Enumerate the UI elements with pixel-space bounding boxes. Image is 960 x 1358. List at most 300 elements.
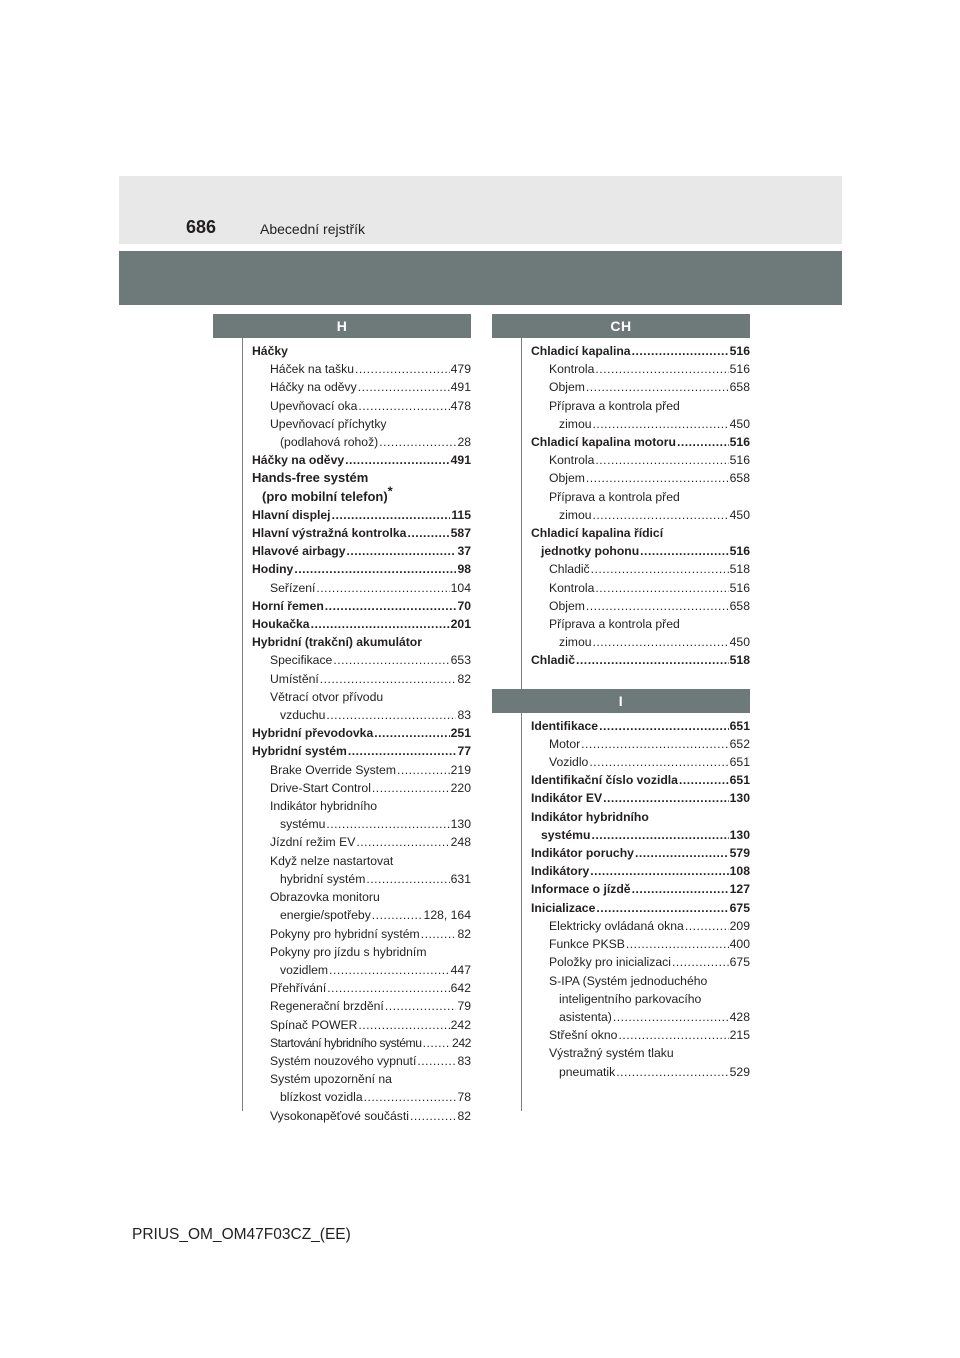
dot-leader	[618, 1026, 728, 1044]
index-entry	[531, 378, 750, 396]
dot-leader	[385, 997, 457, 1015]
dot-leader	[294, 560, 456, 578]
footnote-asterisk: *	[387, 483, 393, 499]
entry-term: blízkost vozidla	[280, 1090, 363, 1105]
index-entry	[252, 1052, 471, 1070]
entry-term: Příprava a kontrola před	[549, 398, 680, 413]
entry-page-number: 579	[729, 846, 750, 861]
dot-leader	[311, 615, 450, 633]
entry-term: Brake Override System	[270, 762, 396, 777]
dot-leader	[679, 771, 729, 789]
index-entry	[531, 633, 750, 651]
entry-page-number: 658	[729, 471, 750, 486]
index-entry	[252, 925, 471, 943]
entry-term: Systém upozornění na	[270, 1072, 392, 1087]
index-entry	[531, 862, 750, 880]
index-entry	[531, 990, 750, 1008]
index-entry	[252, 615, 471, 633]
index-entry	[252, 378, 471, 396]
dot-leader	[346, 542, 456, 560]
dot-leader	[595, 451, 728, 469]
entry-term: Objem	[549, 598, 585, 613]
index-entry	[531, 579, 750, 597]
index-entry	[531, 826, 750, 844]
entry-page-number: 450	[729, 635, 750, 650]
entry-page-number: 115	[451, 507, 471, 522]
index-entry	[252, 906, 471, 924]
entry-page-number: 82	[457, 926, 471, 941]
entry-page-number: 516	[729, 344, 750, 358]
index-entry	[252, 997, 471, 1015]
index-entry	[252, 342, 471, 360]
entry-page-number: 220	[450, 780, 471, 795]
entry-page-number: 516	[729, 362, 750, 377]
entry-page-number: 658	[729, 380, 750, 395]
index-entry	[252, 961, 471, 979]
index-entry	[531, 560, 750, 578]
dot-leader	[326, 815, 449, 833]
entry-term: Motor	[549, 736, 581, 751]
page-title: Abecední rejstřík	[260, 221, 366, 237]
entry-term: Háčky na oděvy	[252, 453, 345, 468]
entry-term: systému	[280, 817, 326, 832]
entry-term: energie/spotřeby	[280, 908, 371, 923]
entry-page-number: 642	[450, 981, 471, 996]
dot-leader	[616, 1063, 728, 1081]
entry-page-number: 83	[457, 1053, 471, 1068]
index-entry	[531, 433, 750, 451]
entry-page-number: 478	[450, 398, 471, 413]
entry-page-number: 70	[457, 598, 471, 613]
entry-term: Když nelze nastartovat	[270, 853, 394, 868]
dot-leader	[358, 1016, 449, 1034]
index-entry	[531, 651, 750, 669]
entry-page-number: 83	[457, 708, 471, 723]
index-entry	[531, 953, 750, 971]
dot-leader	[423, 1034, 451, 1052]
entry-page-number: 251	[450, 726, 471, 741]
entry-page-number: 516	[729, 453, 750, 468]
dot-leader	[397, 761, 450, 779]
index-entry	[252, 597, 471, 615]
dot-leader	[677, 433, 729, 451]
index-entry	[252, 1034, 471, 1052]
entry-page-number: 518	[729, 562, 750, 577]
index-entry	[531, 1044, 750, 1062]
entry-page-number: 37	[457, 544, 471, 559]
index-entry	[252, 506, 471, 524]
entry-term: zimou	[559, 635, 592, 650]
entry-term: Indikátor poruchy	[531, 846, 634, 861]
entry-term: Systém nouzového vypnutí	[270, 1053, 417, 1068]
entry-term: Háčky na oděvy	[270, 380, 357, 395]
dot-leader	[635, 844, 729, 862]
dot-leader	[640, 542, 728, 560]
letter-heading-i: I	[492, 689, 750, 713]
index-entry	[531, 1008, 750, 1026]
dot-leader	[626, 935, 729, 953]
entry-term: Vysokonapěťové součásti	[270, 1108, 409, 1123]
entry-page-number: 28	[457, 435, 471, 450]
entry-page-number: 491	[450, 380, 471, 395]
entry-term: Přehřívání	[270, 981, 327, 996]
dot-leader	[366, 870, 449, 888]
dot-leader	[316, 579, 449, 597]
entry-page-number: 428	[729, 1009, 750, 1024]
entry-page-number: 130	[729, 791, 750, 806]
index-entry	[252, 943, 471, 961]
left-column	[213, 314, 471, 1125]
dot-leader	[358, 397, 449, 415]
dot-leader	[417, 1052, 456, 1070]
dot-leader	[329, 961, 450, 979]
entry-term: Regenerační brzdění	[270, 999, 384, 1014]
dot-leader	[407, 524, 449, 542]
index-entry	[252, 451, 471, 469]
index-entry	[531, 935, 750, 953]
entry-page-number: 516	[729, 435, 750, 450]
dot-leader	[603, 789, 729, 807]
entry-term: Indikátor hybridního	[270, 799, 378, 814]
index-entry	[252, 761, 471, 779]
entry-term: Indikátor hybridního	[531, 809, 649, 824]
index-entry	[531, 1063, 750, 1081]
dot-leader	[590, 862, 728, 880]
entry-page-number: 450	[729, 507, 750, 522]
dot-leader	[589, 753, 728, 771]
index-entry	[531, 972, 750, 990]
entry-term: Střešní okno	[549, 1028, 618, 1043]
dot-leader	[372, 779, 450, 797]
entry-page-number: 651	[729, 755, 750, 770]
entry-term: Inicializace	[531, 900, 596, 915]
index-entry	[252, 724, 471, 742]
entry-page-number: 242	[452, 1035, 471, 1050]
dot-leader	[593, 506, 729, 524]
index-entry	[252, 415, 471, 433]
entry-page-number: 516	[729, 580, 750, 595]
header-dark-band	[119, 251, 842, 305]
index-entry	[531, 506, 750, 524]
index-entry	[252, 888, 471, 906]
entry-term: Chladicí kapalina řídicí	[531, 526, 664, 541]
index-entry	[531, 717, 750, 735]
dot-leader	[685, 917, 729, 935]
entry-term: Pokyny pro hybridní systém	[270, 926, 420, 941]
index-entry	[252, 560, 471, 578]
dot-leader	[591, 560, 729, 578]
entry-page-number: 651	[729, 718, 750, 733]
entry-term: Chladič	[531, 653, 576, 668]
index-entries-ch	[492, 342, 750, 670]
entry-term: inteligentního parkovacího	[559, 991, 702, 1006]
entry-term: Hlavové airbagy	[252, 544, 346, 559]
index-entry	[531, 771, 750, 789]
entry-term: Háčky	[252, 344, 288, 358]
entry-page-number: 127	[729, 882, 750, 897]
index-entry	[531, 917, 750, 935]
entry-page-number: 78	[457, 1090, 471, 1105]
entry-page-number: 215	[729, 1028, 750, 1043]
entry-page-number: 130	[729, 827, 750, 842]
entry-page-number: 658	[729, 598, 750, 613]
entry-term: Příprava a kontrola před	[549, 617, 680, 632]
index-entries-h	[213, 342, 471, 1125]
index-entry	[252, 833, 471, 851]
entry-term: zimou	[559, 416, 592, 431]
dot-leader	[595, 579, 728, 597]
index-entry	[531, 524, 750, 542]
index-entry	[252, 706, 471, 724]
entry-term: Spínač POWER	[270, 1017, 358, 1032]
dot-leader	[325, 597, 457, 615]
dot-leader	[581, 735, 729, 753]
entry-term: vozidlem	[280, 962, 329, 977]
dot-leader	[355, 360, 450, 378]
index-entry	[531, 469, 750, 487]
index-entry	[252, 579, 471, 597]
entry-term: asistenta)	[559, 1009, 612, 1024]
entry-term: Chladicí kapalina motoru	[531, 435, 676, 450]
index-entry	[252, 360, 471, 378]
entry-term: Identifikace	[531, 718, 599, 733]
entry-page-number: 631	[450, 871, 471, 886]
entry-term: Pokyny pro jízdu s hybridním	[270, 944, 427, 959]
header-band	[119, 176, 842, 244]
dot-leader	[345, 451, 450, 469]
entry-term: Indikátory	[531, 864, 590, 879]
entry-term: vzduchu	[280, 708, 326, 723]
entry-term: Funkce PKSB	[549, 937, 625, 952]
entry-page-number: 653	[450, 653, 471, 668]
entry-page-number: 82	[457, 1108, 471, 1123]
index-entry	[531, 1026, 750, 1044]
index-entry	[252, 979, 471, 997]
index-entry	[252, 1070, 471, 1088]
entry-term: Hlavní displej	[252, 507, 331, 522]
entry-page-number: 128, 164	[423, 908, 471, 923]
entry-term: Vozidlo	[549, 755, 589, 770]
entry-page-number: 108	[729, 864, 750, 879]
entry-page-number: 450	[729, 416, 750, 431]
dot-leader	[364, 1088, 457, 1106]
dot-leader	[595, 360, 728, 378]
entry-term: pneumatik	[559, 1064, 616, 1079]
dot-leader	[586, 378, 729, 396]
index-entries-i	[492, 717, 750, 1081]
entry-term: (podlahová rohož)	[280, 435, 379, 450]
entry-term: Indikátor EV	[531, 791, 603, 806]
dot-leader	[586, 597, 729, 615]
entry-page-number: 447	[450, 962, 471, 977]
entry-page-number: 77	[457, 744, 471, 759]
index-entry	[252, 1107, 471, 1125]
entry-page-number: 130	[450, 817, 471, 832]
index-entry	[531, 735, 750, 753]
entry-term: Větrací otvor přívodu	[270, 689, 384, 704]
page-number: 686	[186, 217, 217, 237]
index-entry	[252, 779, 471, 797]
entry-term: Drive-Start Control	[270, 780, 371, 795]
right-column	[492, 314, 750, 1081]
entry-term: Identifikační číslo vozidla	[531, 773, 678, 788]
entry-term: jednotky pohonu	[541, 544, 640, 559]
dot-leader	[333, 651, 449, 669]
entry-term: Hlavní výstražná kontrolka	[252, 526, 407, 541]
index-entry	[252, 670, 471, 688]
index-entry	[252, 397, 471, 415]
entry-page-number: 491	[450, 453, 471, 468]
entry-term: Kontrola	[549, 453, 595, 468]
letter-heading-h: H	[213, 314, 471, 338]
entry-term: Obrazovka monitoru	[270, 890, 380, 905]
dot-leader	[576, 651, 729, 669]
entry-term: Kontrola	[549, 580, 595, 595]
index-entry	[252, 633, 471, 651]
dot-leader	[599, 717, 729, 735]
dot-leader	[596, 899, 728, 917]
entry-term: Objem	[549, 471, 585, 486]
index-entry	[531, 808, 750, 826]
index-entry	[252, 542, 471, 560]
dot-leader	[348, 742, 457, 760]
entry-term: zimou	[559, 507, 592, 522]
entry-term: Kontrola	[549, 362, 595, 377]
entry-page-number: 652	[729, 736, 750, 751]
entry-term: Hands-free systém	[252, 470, 369, 486]
dot-leader	[593, 415, 729, 433]
entry-page-number: 479	[450, 362, 471, 377]
dot-leader	[320, 670, 457, 688]
index-entry	[252, 1016, 471, 1034]
dot-leader	[372, 906, 423, 924]
dot-leader	[421, 925, 457, 943]
entry-page-number: 98	[457, 562, 471, 577]
index-entry	[531, 753, 750, 771]
index-entry	[252, 524, 471, 542]
index-entry	[252, 483, 471, 506]
entry-term: Hodiny	[252, 562, 294, 577]
dot-leader	[632, 342, 729, 360]
entry-term: Specifikace	[270, 653, 333, 668]
index-entry	[531, 342, 750, 360]
index-entry	[531, 597, 750, 615]
entry-term: Houkačka	[252, 617, 310, 632]
entry-term: Umístění	[270, 671, 319, 686]
entry-term: Objem	[549, 380, 585, 395]
dot-leader	[591, 826, 728, 844]
dot-leader	[632, 880, 729, 898]
index-entry	[531, 451, 750, 469]
entry-term: Horní řemen	[252, 598, 324, 613]
dot-leader	[586, 469, 729, 487]
dot-leader	[332, 506, 451, 524]
document-code: PRIUS_OM_OM47F03CZ_(EE)	[132, 1226, 351, 1243]
entry-page-number: 201	[450, 617, 471, 632]
dot-leader	[327, 979, 449, 997]
dot-leader	[379, 433, 456, 451]
entry-term: Hybridní převodovka	[252, 726, 374, 741]
dot-leader	[410, 1107, 456, 1125]
entry-term: Upevňovací příchytky	[270, 416, 387, 431]
index-entry	[252, 433, 471, 451]
entry-term: Jízdní režim EV	[270, 835, 356, 850]
index-entry	[252, 742, 471, 760]
entry-term: Háček na tašku	[270, 362, 355, 377]
index-entry	[531, 844, 750, 862]
index-entry	[252, 797, 471, 815]
index-entry	[531, 899, 750, 917]
entry-term: Upevňovací oka	[270, 398, 358, 413]
letter-heading-ch: CH	[492, 314, 750, 338]
dot-leader	[593, 633, 729, 651]
index-entry	[531, 880, 750, 898]
entry-term: Hybridní (trakční) akumulátor	[252, 635, 422, 650]
entry-page-number: 516	[729, 544, 750, 559]
entry-term: Hybridní systém	[252, 744, 347, 759]
entry-term: Položky pro inicializaci	[549, 955, 671, 970]
index-entry	[531, 542, 750, 560]
index-entry	[252, 688, 471, 706]
entry-term: Chladič	[549, 562, 590, 577]
index-entry	[531, 415, 750, 433]
entry-term: Seřízení	[270, 580, 316, 595]
entry-page-number: 675	[729, 955, 750, 970]
entry-term: Příprava a kontrola před	[549, 489, 680, 504]
entry-term: systému	[541, 827, 591, 842]
index-entry	[531, 397, 750, 415]
entry-page-number: 651	[729, 773, 750, 788]
index-entry	[531, 789, 750, 807]
entry-term: (pro mobilní telefon)	[262, 488, 388, 504]
entry-page-number: 248	[450, 835, 471, 850]
entry-term: S-IPA (Systém jednoduchého	[549, 973, 708, 988]
dot-leader	[356, 833, 449, 851]
index-entry	[252, 1088, 471, 1106]
index-entry	[252, 852, 471, 870]
entry-term: Výstražný systém tlaku	[549, 1046, 674, 1061]
entry-page-number: 82	[457, 671, 471, 686]
index-entry	[252, 469, 471, 487]
index-entry	[252, 815, 471, 833]
entry-page-number: 242	[450, 1017, 471, 1032]
entry-page-number: 209	[729, 918, 750, 933]
index-entry	[531, 488, 750, 506]
entry-page-number: 79	[457, 999, 471, 1014]
index-entry	[252, 651, 471, 669]
dot-leader	[672, 953, 729, 971]
entry-term: Startování hybridního systému	[270, 1035, 422, 1050]
dot-leader	[374, 724, 449, 742]
entry-page-number: 675	[729, 900, 750, 915]
dot-leader	[613, 1008, 729, 1026]
entry-term: Elektricky ovládaná okna	[549, 918, 684, 933]
index-entry	[531, 360, 750, 378]
entry-term: Informace o jízdě	[531, 882, 631, 897]
entry-term: Chladicí kapalina	[531, 344, 631, 358]
entry-page-number: 587	[450, 526, 471, 541]
entry-term: hybridní systém	[280, 871, 366, 886]
entry-page-number: 518	[729, 653, 750, 668]
entry-page-number: 104	[450, 580, 471, 595]
dot-leader	[358, 378, 450, 396]
dot-leader	[326, 706, 456, 724]
entry-page-number: 400	[729, 937, 750, 952]
entry-page-number: 529	[729, 1064, 750, 1079]
index-entry	[252, 870, 471, 888]
index-entry	[531, 615, 750, 633]
entry-page-number: 219	[450, 762, 471, 777]
